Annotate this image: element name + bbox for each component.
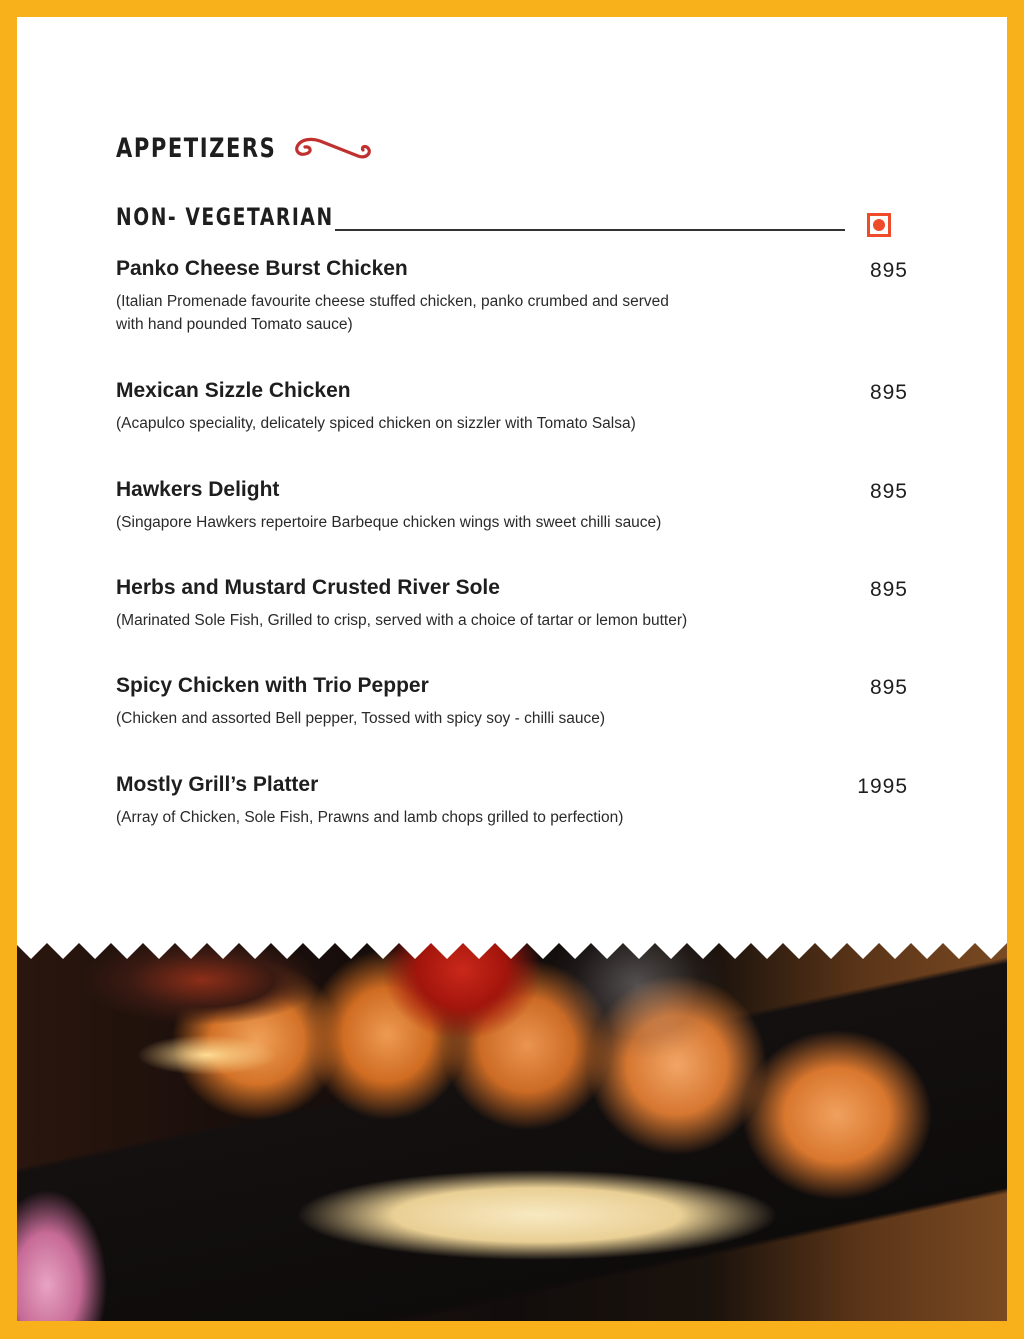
item-name: Mexican Sizzle Chicken <box>116 379 351 402</box>
section-heading <box>116 131 376 165</box>
non-veg-symbol-icon <box>867 213 891 237</box>
item-description: (Singapore Hawkers repertoire Barbeque chicken wings with sweet chilli sauce) <box>116 514 662 531</box>
item-price: 1995 <box>857 775 908 798</box>
section-title: APPETIZERS <box>116 132 277 164</box>
item-name: Herbs and Mustard Crusted River Sole <box>116 576 500 599</box>
item-description: (Acapulco speciality, delicately spiced chicken on sizzler with Tomato Salsa) <box>116 415 636 432</box>
item-price: 895 <box>869 480 908 503</box>
item-description: (Chicken and assorted Bell pepper, Tossed with spicy soy - chilli sauce) <box>116 710 606 727</box>
item-description: (Array of Chicken, Sole Fish, Prawns and lamb chops grilled to perfection) <box>116 809 624 826</box>
item-name: Mostly Grill’s Platter <box>116 773 319 796</box>
item-name: Panko Cheese Burst Chicken <box>116 257 408 280</box>
food-photo <box>17 925 1007 1321</box>
item-name: Spicy Chicken with Trio Pepper <box>116 674 429 697</box>
swirl-ornament-icon <box>288 131 376 165</box>
item-price: 895 <box>869 259 908 282</box>
subsection-title: NON- VEGETARIAN <box>116 203 334 231</box>
menu-page <box>17 17 1007 1321</box>
item-price: 895 <box>869 578 908 601</box>
item-description: (Italian Promenade favourite cheese stuffed chicken, panko crumbed and served with hand pounded Tomato sauce) <box>116 293 669 333</box>
zigzag-edge <box>17 925 1007 961</box>
item-name: Hawkers Delight <box>116 478 280 501</box>
divider-line <box>335 229 845 231</box>
item-price: 895 <box>869 676 908 699</box>
item-price: 895 <box>869 381 908 404</box>
non-veg-dot <box>873 219 885 231</box>
subsection-heading <box>116 203 916 231</box>
item-description: (Marinated Sole Fish, Grilled to crisp, served with a choice of tartar or lemon butter) <box>116 612 688 629</box>
